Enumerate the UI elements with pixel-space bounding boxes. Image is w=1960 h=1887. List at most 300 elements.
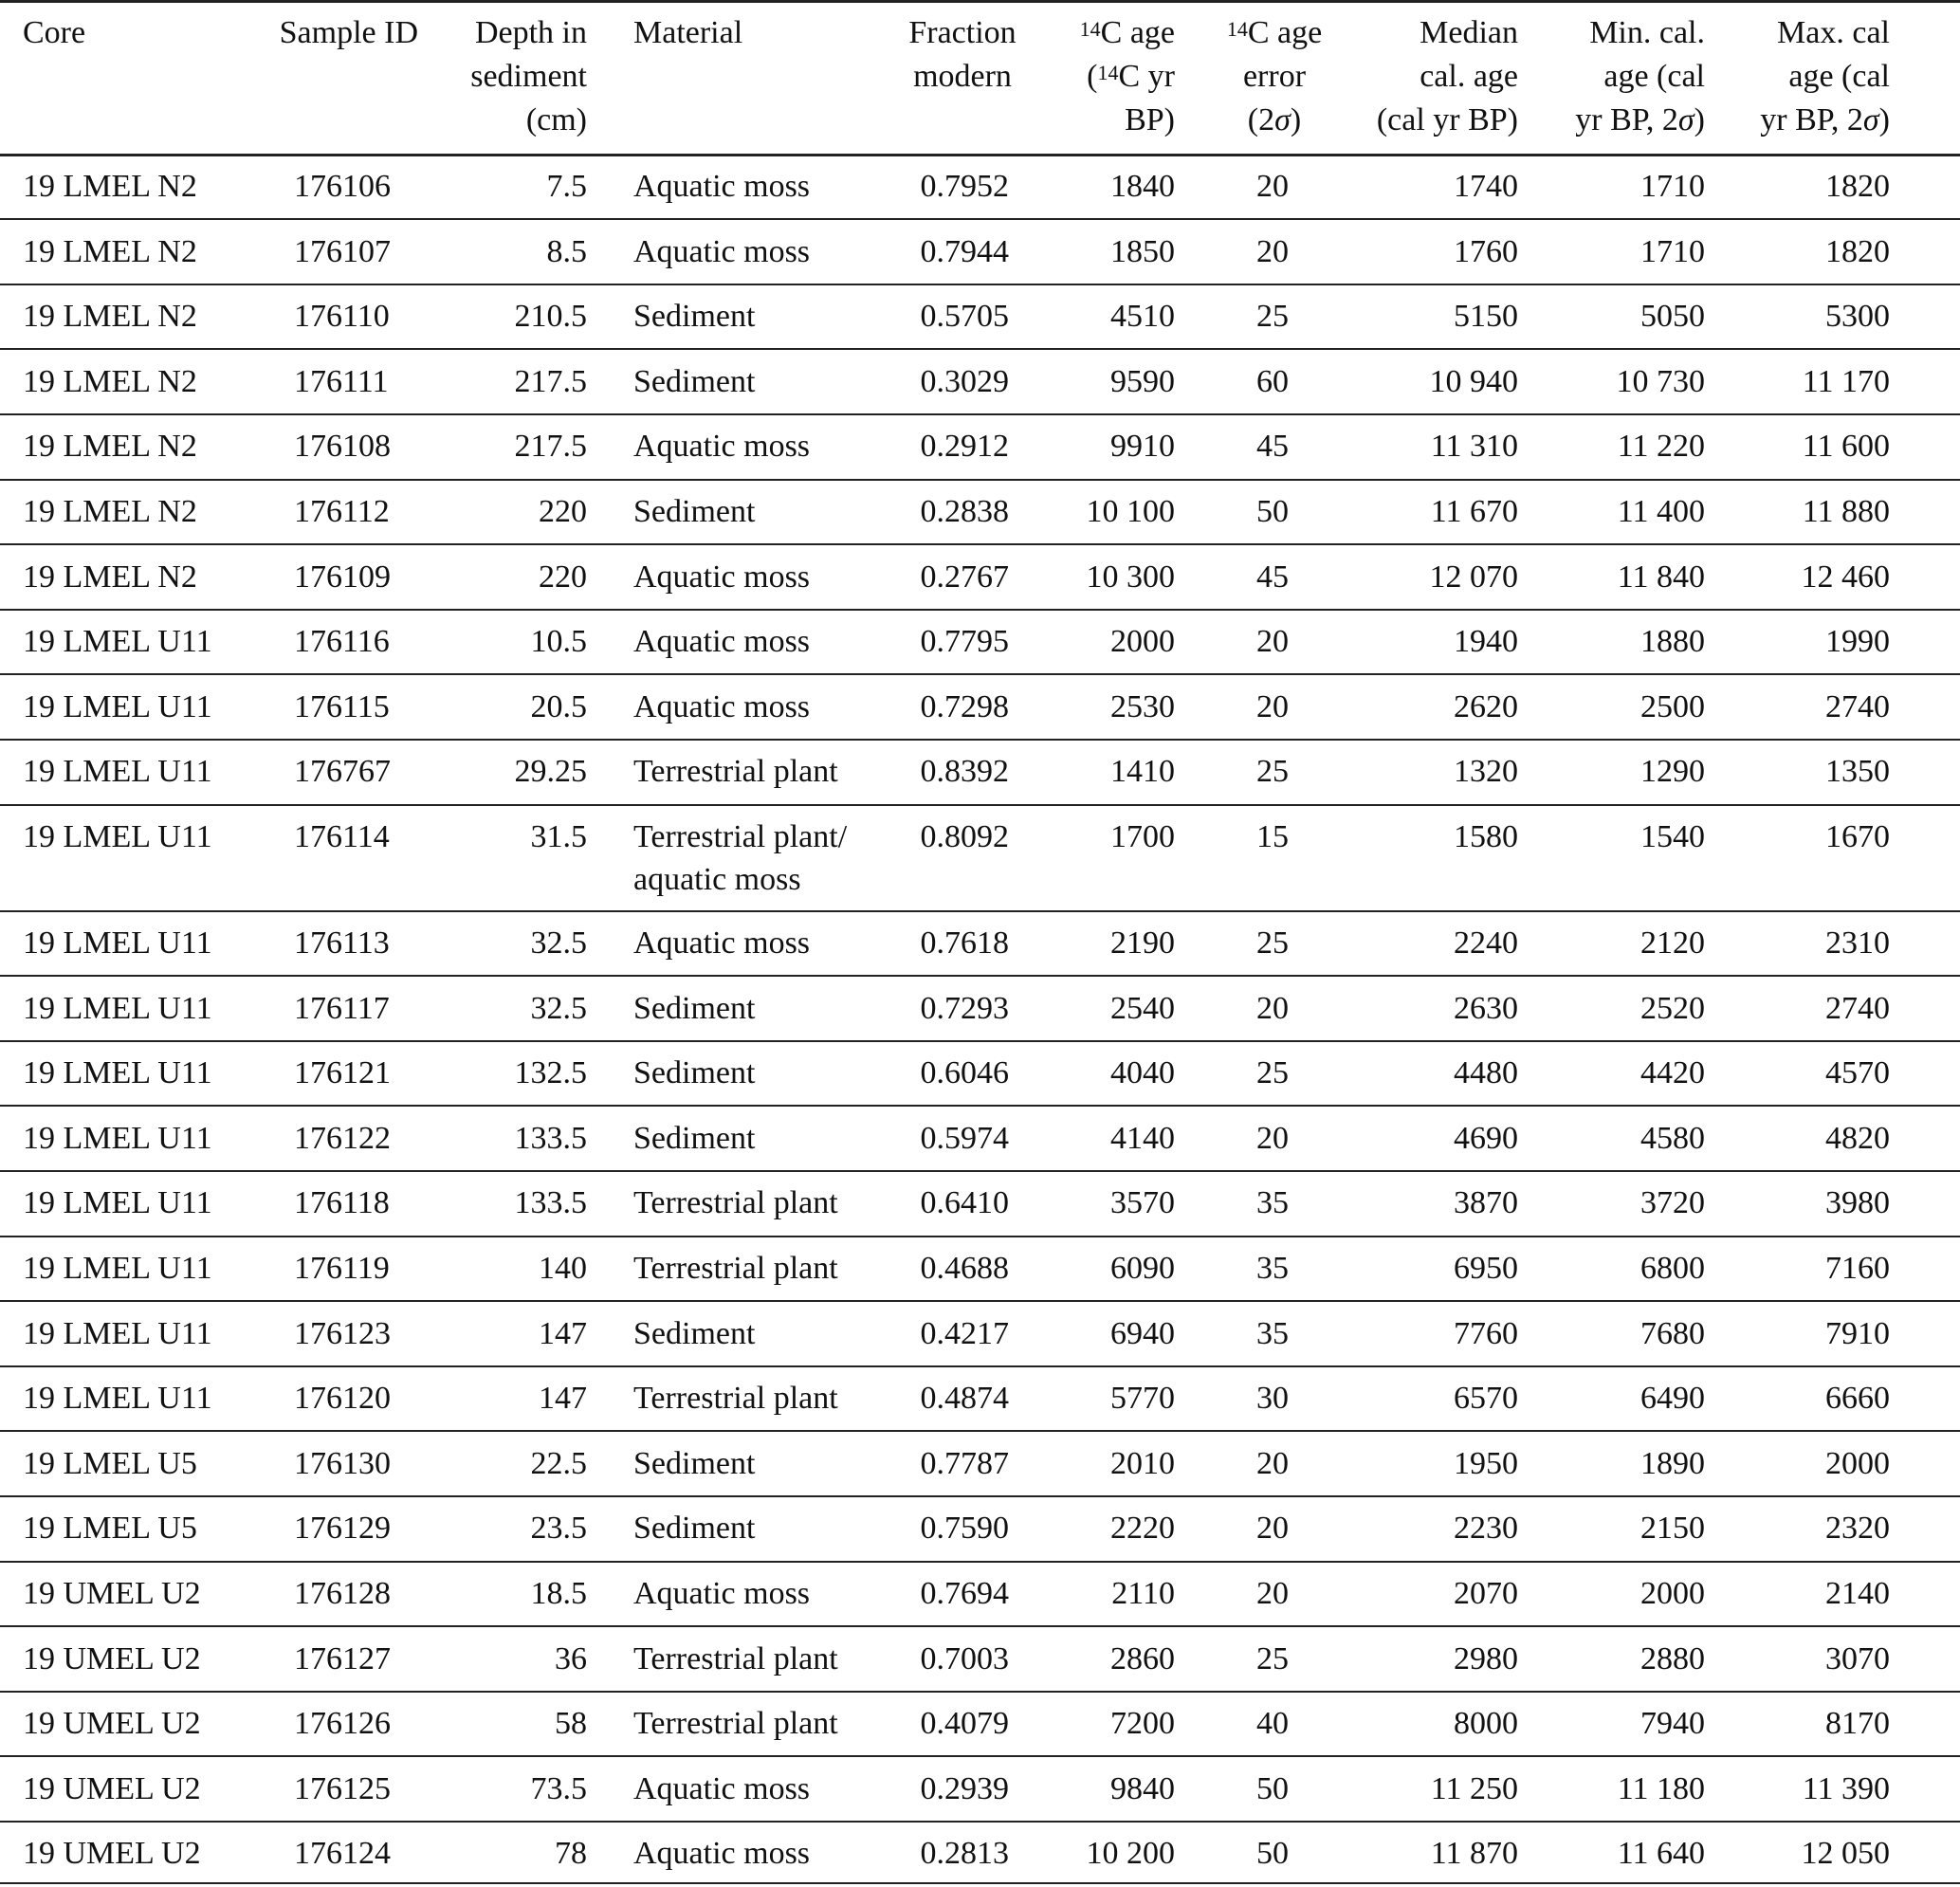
cell-c14-age: 5770 (1110, 1381, 1175, 1417)
cell-fraction-modern: 0.2838 (920, 494, 1009, 529)
cell-min-cal-age: 1540 (1640, 819, 1705, 854)
cell-core: 19 LMEL N2 (23, 363, 197, 399)
cell-fraction-modern: 0.8092 (920, 819, 1009, 854)
cell-fraction-modern: 0.2767 (920, 559, 1009, 595)
cell-depth: 58 (555, 1706, 587, 1742)
cell-c14-age: 1840 (1110, 169, 1175, 204)
cell-c14-age: 3570 (1110, 1185, 1175, 1221)
cell-core: 19 LMEL U11 (23, 1381, 212, 1417)
header-max-line2: age (cal (1788, 59, 1890, 94)
cell-depth: 133.5 (514, 1185, 587, 1221)
cell-max-cal-age: 2740 (1825, 688, 1890, 724)
cell-max-cal-age: 6660 (1825, 1381, 1890, 1417)
cell-sample-id: 176115 (294, 688, 390, 724)
cell-median-cal-age: 4480 (1454, 1055, 1518, 1091)
cell-c14-error: 20 (1256, 1576, 1289, 1611)
cell-fraction-modern: 0.7298 (920, 688, 1009, 724)
cell-c14-age: 2220 (1110, 1511, 1175, 1547)
cell-min-cal-age: 6490 (1640, 1381, 1705, 1417)
cell-depth: 140 (539, 1251, 587, 1286)
cell-c14-error: 20 (1256, 1445, 1289, 1481)
header-max-line3-pre: yr BP, 2 (1760, 102, 1863, 137)
cell-c14-error: 20 (1256, 1511, 1289, 1547)
cell-c14-age: 1850 (1110, 233, 1175, 269)
cell-material: Aquatic moss (633, 169, 811, 204)
cell-min-cal-age: 3720 (1640, 1185, 1705, 1221)
cell-median-cal-age: 1940 (1454, 624, 1518, 660)
table-row (0, 1366, 1960, 1432)
cell-c14-age: 6090 (1110, 1251, 1175, 1286)
cell-c14-age: 2540 (1110, 990, 1175, 1026)
cell-min-cal-age: 5050 (1640, 299, 1705, 335)
cell-material-line2: aquatic moss (633, 862, 801, 897)
cell-core: 19 LMEL U11 (23, 1185, 212, 1221)
cell-min-cal-age: 11 400 (1617, 494, 1705, 529)
cell-core: 19 UMEL U2 (23, 1836, 201, 1872)
cell-c14-error: 45 (1256, 559, 1289, 595)
cell-sample-id: 176117 (294, 990, 390, 1026)
header-median-line1: Median (1420, 15, 1518, 50)
cell-max-cal-age: 11 600 (1802, 429, 1890, 465)
header-c14-error (1199, 11, 1350, 142)
cell-material: Aquatic moss (633, 429, 811, 465)
header-c14-sup: 14 (1079, 17, 1101, 41)
cell-min-cal-age: 2880 (1640, 1640, 1705, 1676)
cell-c14-age: 2000 (1110, 624, 1175, 660)
cell-core: 19 LMEL U11 (23, 925, 212, 961)
cell-fraction-modern: 0.7003 (920, 1640, 1009, 1676)
cell-max-cal-age: 5300 (1825, 299, 1890, 335)
cell-min-cal-age: 6800 (1640, 1251, 1705, 1286)
cell-material: Terrestrial plant (633, 1706, 838, 1742)
cell-depth: 73.5 (530, 1770, 587, 1806)
cell-c14-error: 20 (1256, 233, 1289, 269)
header-err-sup: 14 (1226, 17, 1248, 41)
cell-min-cal-age: 7940 (1640, 1706, 1705, 1742)
cell-core: 19 UMEL U2 (23, 1576, 201, 1611)
header-core: Core (23, 15, 86, 50)
cell-depth: 217.5 (514, 429, 587, 465)
cell-sample-id: 176119 (294, 1251, 390, 1286)
cell-sample-id: 176107 (294, 233, 391, 269)
cell-depth: 147 (539, 1315, 587, 1351)
cell-c14-error: 45 (1256, 429, 1289, 465)
header-median-line2: cal. age (1420, 59, 1518, 94)
cell-max-cal-age: 2000 (1825, 1445, 1890, 1481)
cell-core: 19 UMEL U2 (23, 1640, 201, 1676)
table-row (0, 284, 1960, 350)
table-row (0, 350, 1960, 415)
cell-fraction-modern: 0.4079 (920, 1706, 1009, 1742)
cell-median-cal-age: 4690 (1454, 1120, 1518, 1156)
cell-max-cal-age: 4820 (1825, 1120, 1890, 1156)
header-min-line1: Min. cal. (1589, 15, 1705, 50)
cell-material: Terrestrial plant (633, 1251, 838, 1286)
cell-median-cal-age: 11 250 (1430, 1770, 1518, 1806)
cell-core: 19 LMEL N2 (23, 494, 197, 529)
table-row (0, 740, 1960, 805)
cell-material: Aquatic moss (633, 559, 811, 595)
cell-max-cal-age: 2310 (1825, 925, 1890, 961)
cell-sample-id: 176111 (294, 363, 389, 399)
cell-fraction-modern: 0.7618 (920, 925, 1009, 961)
cell-max-cal-age: 8170 (1825, 1706, 1890, 1742)
cell-max-cal-age: 1670 (1825, 819, 1890, 854)
cell-material: Aquatic moss (633, 1770, 811, 1806)
cell-core: 19 LMEL N2 (23, 169, 197, 204)
cell-fraction-modern: 0.2813 (920, 1836, 1009, 1872)
cell-c14-age: 10 300 (1086, 559, 1175, 595)
cell-depth: 32.5 (530, 990, 587, 1026)
cell-core: 19 LMEL U5 (23, 1511, 197, 1547)
cell-core: 19 LMEL U11 (23, 990, 212, 1026)
cell-max-cal-age: 11 170 (1802, 363, 1890, 399)
cell-material (633, 815, 847, 901)
cell-max-cal-age: 4570 (1825, 1055, 1890, 1091)
table-row (0, 1822, 1960, 1887)
cell-core: 19 LMEL N2 (23, 429, 197, 465)
cell-c14-error: 20 (1256, 1120, 1289, 1156)
cell-c14-age: 2190 (1110, 925, 1175, 961)
cell-material: Sediment (633, 1315, 756, 1351)
cell-c14-error: 15 (1256, 819, 1289, 854)
cell-sample-id: 176116 (294, 624, 390, 660)
table-row (0, 911, 1960, 977)
cell-c14-age: 4040 (1110, 1055, 1175, 1091)
cell-depth: 147 (539, 1381, 587, 1417)
cell-sample-id: 176106 (294, 169, 391, 204)
cell-fraction-modern: 0.8392 (920, 754, 1009, 790)
sigma-symbol: σ (1677, 102, 1694, 137)
cell-c14-age: 10 100 (1086, 494, 1175, 529)
cell-sample-id: 176126 (294, 1706, 391, 1742)
cell-fraction-modern: 0.5974 (920, 1120, 1009, 1156)
cell-max-cal-age: 2140 (1825, 1576, 1890, 1611)
cell-min-cal-age: 2000 (1640, 1576, 1705, 1611)
cell-c14-error: 60 (1256, 363, 1289, 399)
cell-material: Aquatic moss (633, 1576, 811, 1611)
cell-c14-error: 40 (1256, 1706, 1289, 1742)
table-row (0, 1627, 1960, 1693)
cell-material: Sediment (633, 363, 756, 399)
cell-core: 19 LMEL U11 (23, 688, 212, 724)
cell-median-cal-age: 3870 (1454, 1185, 1518, 1221)
cell-fraction-modern: 0.6410 (920, 1185, 1009, 1221)
table-row (0, 1496, 1960, 1562)
cell-c14-age: 2860 (1110, 1640, 1175, 1676)
header-err-line3-post: ) (1290, 102, 1302, 137)
cell-c14-age: 10 200 (1086, 1836, 1175, 1872)
cell-sample-id: 176114 (294, 819, 390, 854)
cell-min-cal-age: 11 220 (1617, 429, 1705, 465)
cell-core: 19 UMEL U2 (23, 1706, 201, 1742)
cell-sample-id: 176121 (294, 1055, 391, 1091)
cell-c14-age: 9840 (1110, 1770, 1175, 1806)
header-c14-age-line2: C yr (1118, 59, 1175, 94)
table-row (0, 545, 1960, 611)
cell-min-cal-age: 4580 (1640, 1120, 1705, 1156)
cell-c14-error: 35 (1256, 1251, 1289, 1286)
cell-sample-id: 176128 (294, 1576, 391, 1611)
cell-material: Aquatic moss (633, 233, 811, 269)
cell-fraction-modern: 0.5705 (920, 299, 1009, 335)
header-c14-age (1023, 11, 1175, 142)
cell-depth: 31.5 (530, 819, 587, 854)
cell-core: 19 LMEL U11 (23, 1315, 212, 1351)
cell-min-cal-age: 10 730 (1616, 363, 1705, 399)
cell-median-cal-age: 2070 (1454, 1576, 1518, 1611)
cell-max-cal-age: 2740 (1825, 990, 1890, 1026)
cell-fraction-modern: 0.7590 (920, 1511, 1009, 1547)
table-row (0, 1107, 1960, 1172)
cell-c14-error: 25 (1256, 1640, 1289, 1676)
cell-median-cal-age: 6950 (1454, 1251, 1518, 1286)
cell-fraction-modern: 0.4217 (920, 1315, 1009, 1351)
cell-depth: 8.5 (546, 233, 587, 269)
header-sample-id: Sample ID (279, 15, 418, 50)
cell-c14-error: 50 (1256, 1770, 1289, 1806)
cell-max-cal-age: 7160 (1825, 1251, 1890, 1286)
header-c14-age-line1: C age (1100, 15, 1175, 50)
table-row (0, 1302, 1960, 1367)
cell-material: Aquatic moss (633, 1836, 811, 1872)
cell-material: Terrestrial plant (633, 754, 838, 790)
header-median-line3: (cal yr BP) (1376, 102, 1518, 137)
header-c14-open-paren: ( (1087, 59, 1098, 94)
cell-sample-id: 176118 (294, 1185, 390, 1221)
cell-sample-id: 176767 (294, 754, 391, 790)
table-row (0, 805, 1960, 911)
cell-median-cal-age: 12 070 (1429, 559, 1518, 595)
cell-c14-error: 20 (1256, 624, 1289, 660)
cell-fraction-modern: 0.7952 (920, 169, 1009, 204)
cell-median-cal-age: 2620 (1454, 688, 1518, 724)
cell-min-cal-age: 1710 (1640, 233, 1705, 269)
header-median (1328, 11, 1518, 142)
cell-core: 19 UMEL U2 (23, 1770, 201, 1806)
cell-median-cal-age: 6570 (1454, 1381, 1518, 1417)
cell-material: Sediment (633, 1511, 756, 1547)
cell-depth: 132.5 (514, 1055, 587, 1091)
cell-median-cal-age: 2230 (1454, 1511, 1518, 1547)
cell-max-cal-age: 11 880 (1802, 494, 1890, 529)
cell-median-cal-age: 10 940 (1429, 363, 1518, 399)
cell-c14-age: 2530 (1110, 688, 1175, 724)
header-fraction-modern (887, 11, 1038, 99)
cell-min-cal-age: 11 180 (1617, 1770, 1705, 1806)
table-row (0, 1692, 1960, 1757)
cell-median-cal-age: 11 870 (1430, 1836, 1518, 1872)
cell-material: Terrestrial plant (633, 1640, 838, 1676)
cell-c14-error: 25 (1256, 925, 1289, 961)
cell-core: 19 LMEL N2 (23, 299, 197, 335)
cell-sample-id: 176122 (294, 1120, 391, 1156)
cell-c14-age: 1410 (1110, 754, 1175, 790)
header-err-line2: error (1242, 59, 1307, 94)
cell-median-cal-age: 1580 (1454, 819, 1518, 854)
cell-max-cal-age: 11 390 (1802, 1770, 1890, 1806)
header-min (1525, 11, 1705, 142)
cell-median-cal-age: 1740 (1454, 169, 1518, 204)
cell-min-cal-age: 2120 (1640, 925, 1705, 961)
table-row (0, 1237, 1960, 1302)
header-err-line3-pre: (2 (1247, 102, 1275, 137)
cell-depth: 36 (555, 1640, 587, 1676)
cell-fraction-modern: 0.4874 (920, 1381, 1009, 1417)
sigma-symbol: σ (1274, 102, 1291, 137)
cell-median-cal-age: 2980 (1454, 1640, 1518, 1676)
cell-min-cal-age: 7680 (1640, 1315, 1705, 1351)
table-row (0, 977, 1960, 1042)
header-c14-sup2: 14 (1097, 61, 1119, 84)
cell-median-cal-age: 1950 (1454, 1445, 1518, 1481)
cell-median-cal-age: 11 670 (1430, 494, 1518, 529)
header-min-line3-pre: yr BP, 2 (1575, 102, 1678, 137)
cell-depth: 23.5 (530, 1511, 587, 1547)
cell-sample-id: 176112 (294, 494, 390, 529)
cell-material: Sediment (633, 1120, 756, 1156)
cell-core: 19 LMEL U11 (23, 624, 212, 660)
cell-median-cal-age: 1760 (1454, 233, 1518, 269)
cell-c14-age: 6940 (1110, 1315, 1175, 1351)
cell-c14-error: 20 (1256, 990, 1289, 1026)
cell-min-cal-age: 1710 (1640, 169, 1705, 204)
cell-c14-age: 2110 (1111, 1576, 1175, 1611)
header-min-line3-post: ) (1694, 102, 1705, 137)
cell-depth: 210.5 (514, 299, 587, 335)
cell-c14-age: 4140 (1110, 1120, 1175, 1156)
cell-depth: 220 (539, 559, 587, 595)
table-row (0, 414, 1960, 480)
cell-core: 19 LMEL N2 (23, 233, 197, 269)
table-row (0, 1562, 1960, 1627)
cell-fraction-modern: 0.6046 (920, 1055, 1009, 1091)
cell-c14-error: 25 (1256, 754, 1289, 790)
cell-max-cal-age: 7910 (1825, 1315, 1890, 1351)
cell-max-cal-age: 2320 (1825, 1511, 1890, 1547)
cell-c14-error: 50 (1256, 494, 1289, 529)
cell-max-cal-age: 1350 (1825, 754, 1890, 790)
cell-material: Sediment (633, 990, 756, 1026)
sigma-symbol: σ (1862, 102, 1879, 137)
cell-core: 19 LMEL U5 (23, 1445, 197, 1481)
cell-c14-error: 50 (1256, 1836, 1289, 1872)
cell-sample-id: 176129 (294, 1511, 391, 1547)
cell-c14-error: 20 (1256, 169, 1289, 204)
header-err-line1: C age (1247, 15, 1323, 50)
cell-depth: 10.5 (530, 624, 587, 660)
cell-material: Sediment (633, 494, 756, 529)
cell-core: 19 LMEL U11 (23, 1251, 212, 1286)
cell-c14-age: 1700 (1110, 819, 1175, 854)
table-row (0, 1757, 1960, 1823)
header-min-line2: age (cal (1603, 59, 1705, 94)
cell-c14-error: 30 (1256, 1381, 1289, 1417)
table-row (0, 675, 1960, 741)
table-row (0, 1432, 1960, 1497)
cell-max-cal-age: 3980 (1825, 1185, 1890, 1221)
cell-c14-error: 20 (1256, 688, 1289, 724)
cell-depth: 29.25 (514, 754, 587, 790)
cell-max-cal-age: 1820 (1825, 169, 1890, 204)
cell-sample-id: 176109 (294, 559, 391, 595)
cell-fraction-modern: 0.2939 (920, 1770, 1009, 1806)
cell-median-cal-age: 8000 (1454, 1706, 1518, 1742)
cell-max-cal-age: 12 050 (1801, 1836, 1890, 1872)
cell-min-cal-age: 11 840 (1617, 559, 1705, 595)
cell-sample-id: 176108 (294, 429, 391, 465)
header-depth-line2: sediment (470, 59, 587, 94)
cell-fraction-modern: 0.7293 (920, 990, 1009, 1026)
cell-depth: 7.5 (546, 169, 587, 204)
cell-sample-id: 176125 (294, 1770, 391, 1806)
table-header (0, 0, 1960, 155)
cell-min-cal-age: 1880 (1640, 624, 1705, 660)
cell-core: 19 LMEL U11 (23, 1055, 212, 1091)
cell-fraction-modern: 0.7944 (920, 233, 1009, 269)
header-fraction-line2: modern (913, 59, 1012, 94)
cell-fraction-modern: 0.4688 (920, 1251, 1009, 1286)
cell-median-cal-age: 2630 (1454, 990, 1518, 1026)
cell-sample-id: 176123 (294, 1315, 391, 1351)
cell-c14-age: 7200 (1110, 1706, 1175, 1742)
cell-sample-id: 176120 (294, 1381, 391, 1417)
cell-fraction-modern: 0.7694 (920, 1576, 1009, 1611)
cell-max-cal-age: 12 460 (1801, 559, 1890, 595)
table-row (0, 220, 1960, 285)
header-material: Material (633, 15, 743, 50)
table-row (0, 155, 1960, 220)
cell-depth: 220 (539, 494, 587, 529)
cell-max-cal-age: 1990 (1825, 624, 1890, 660)
table-row (0, 1041, 1960, 1107)
header-max-line3-post: ) (1878, 102, 1890, 137)
cell-sample-id: 176124 (294, 1836, 391, 1872)
header-max (1710, 11, 1890, 142)
cell-depth: 217.5 (514, 363, 587, 399)
cell-material: Aquatic moss (633, 688, 811, 724)
cell-c14-error: 35 (1256, 1185, 1289, 1221)
cell-depth: 133.5 (514, 1120, 587, 1156)
header-depth-line3: (cm) (525, 102, 587, 137)
header-max-line1: Max. cal (1777, 15, 1890, 50)
cell-median-cal-age: 2240 (1454, 925, 1518, 961)
header-depth (435, 11, 587, 142)
cell-core: 19 LMEL U11 (23, 1120, 212, 1156)
cell-max-cal-age: 1820 (1825, 233, 1890, 269)
cell-depth: 22.5 (530, 1445, 587, 1481)
cell-c14-age: 9590 (1110, 363, 1175, 399)
cell-material: Aquatic moss (633, 624, 811, 660)
cell-core: 19 LMEL U11 (23, 754, 212, 790)
cell-c14-error: 35 (1256, 1315, 1289, 1351)
cell-material: Sediment (633, 1055, 756, 1091)
row-rule (0, 1882, 1960, 1884)
cell-sample-id: 176127 (294, 1640, 391, 1676)
cell-fraction-modern: 0.3029 (920, 363, 1009, 399)
cell-fraction-modern: 0.2912 (920, 429, 1009, 465)
header-depth-line1: Depth in (474, 15, 587, 50)
cell-depth: 78 (555, 1836, 587, 1872)
cell-depth: 32.5 (530, 925, 587, 961)
table-row (0, 1171, 1960, 1237)
cell-min-cal-age: 2500 (1640, 688, 1705, 724)
cell-c14-age: 2010 (1110, 1445, 1175, 1481)
cell-min-cal-age: 1290 (1640, 754, 1705, 790)
cell-c14-error: 25 (1256, 299, 1289, 335)
cell-core: 19 LMEL N2 (23, 559, 197, 595)
cell-material: Terrestrial plant (633, 1185, 838, 1221)
